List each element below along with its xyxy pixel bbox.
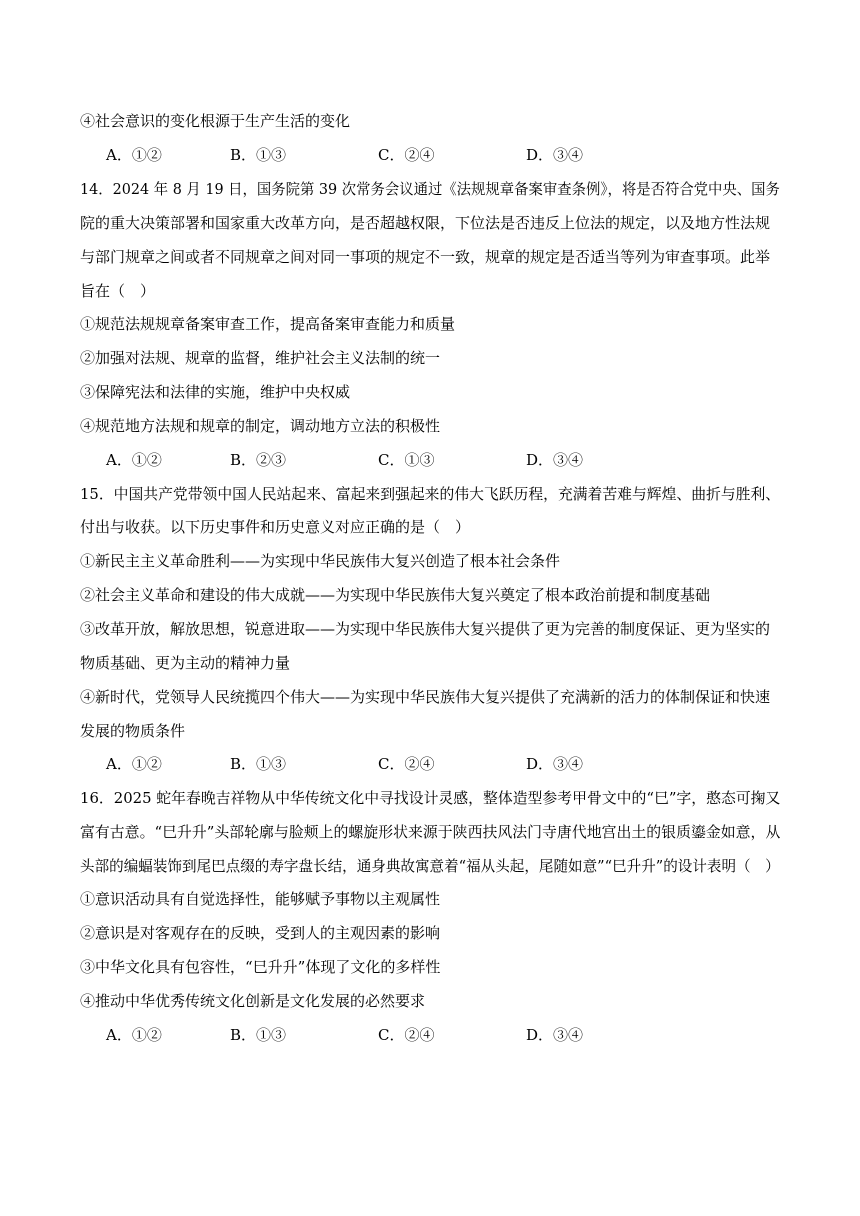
q15-statement-2: ②社会主义革命和建设的伟大成就——为实现中华民族伟大复兴奠定了根本政治前提和制度基础 [80,586,711,604]
q15-statement-1: ①新民主主义革命胜利——为实现中华民族伟大复兴创造了根本社会条件 [80,552,561,570]
q15-stem-line-2: 付出与收获。以下历史事件和历史意义对应正确的是（ ） [80,518,471,536]
q16-stem-line-3: 头部的编蝠装饰到尾巴点缀的寿字盘长结，通身典故寓意着“福从头起，尾随如意”“巳升升”的设计表明（ ） [80,857,780,875]
q15-statement-3-line-2: 物质基础、更为主动的精神力量 [80,654,291,672]
q15-options [106,754,706,774]
q14-option-a: A．①② [106,451,162,469]
q14-stem-line-2: 院的重大决策部署和国家重大改革方向，是否超越权限，下位法是否违反上位法的规定，以及地方性法规 [80,214,771,232]
q14-statement-1: ①规范法规规章备案审查工作，提高备案审查能力和质量 [80,315,456,333]
q16-statement-3: ③中华文化具有包容性，“巳升升”体现了文化的多样性 [80,958,441,976]
q16-stem-line-1: 16．2025 蛇年春晚吉祥物从中华传统文化中寻找设计灵感，整体造型参考甲骨文中的“巳”字，憨态可掬又 [80,789,781,807]
q14-option-b: B．②③ [230,451,287,469]
q14-stem-line-1: 14．2024 年 8 月 19 日，国务院第 39 次常务会议通过《法规规章备案审查条例》，将是否符合党中央、国务 [80,180,780,198]
q16-option-a: A．①② [106,1026,162,1044]
q15-statement-4-line-1: ④新时代，党领导人民统揽四个伟大——为实现中华民族伟大复兴提供了充满新的活力的体制保证和快速 [80,688,771,706]
q13-option-d: D．③④ [526,146,584,164]
q15-statement-3-line-1: ③改革开放，解放思想，锐意进取——为实现中华民族伟大复兴提供了更为完善的制度保证、更为坚实的 [80,620,771,638]
q16-option-c: C．②④ [378,1026,435,1044]
q16-statement-2: ②意识是对客观存在的反映，受到人的主观因素的影响 [80,924,441,942]
q15-option-b: B．①③ [230,755,287,773]
q15-statement-4-line-2: 发展的物质条件 [80,722,186,740]
q16-options [106,1025,706,1045]
q15-option-c: C．②④ [378,755,435,773]
q14-statement-4: ④规范地方法规和规章的制定，调动地方立法的积极性 [80,417,441,435]
q15-option-d: D．③④ [526,755,584,773]
q15-stem-line-1: 15．中国共产党带领中国人民站起来、富起来到强起来的伟大飞跃历程，充满着苦难与辉煌、曲折与胜利、 [80,485,781,503]
q16-stem-line-2: 富有古意。“巳升升”头部轮廓与脸颊上的螺旋形状来源于陕西扶风法门寺唐代地宫出土的银质鎏金如意，从 [80,823,781,841]
q14-stem-line-4: 旨在（ ） [80,282,156,300]
q14-option-d: D．③④ [526,451,584,469]
q15-option-a: A．①② [106,755,162,773]
q16-statement-1: ①意识活动具有自觉选择性，能够赋予事物以主观属性 [80,890,441,908]
q16-statement-4: ④推动中华优秀传统文化创新是文化发展的必然要求 [80,992,426,1010]
q16-option-d: D．③④ [526,1026,584,1044]
q13-option-c: C．②④ [378,146,435,164]
q13-option-b: B．①③ [230,146,287,164]
q14-stem-line-3: 与部门规章之间或者不同规章之间对同一事项的规定不一致，规章的规定是否适当等列为审查事项。此举 [80,248,771,266]
q14-options [106,450,706,470]
q13-option-a: A．①② [106,146,162,164]
q14-option-c: C．①③ [378,451,435,469]
q14-statement-2: ②加强对法规、规章的监督，维护社会主义法制的统一 [80,349,441,367]
q13-options [106,145,706,165]
q14-statement-3: ③保障宪法和法律的实施，维护中央权威 [80,383,351,401]
q16-option-b: B．①③ [230,1026,287,1044]
q13-statement-4: ④社会意识的变化根源于生产生活的变化 [80,112,351,130]
